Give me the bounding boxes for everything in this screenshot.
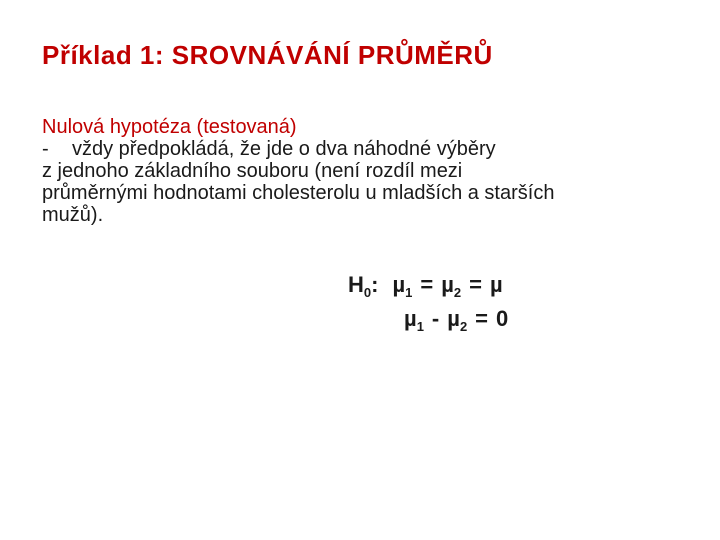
minus-sign: - [431, 306, 440, 331]
equals-sign: = [475, 306, 489, 331]
text-line-2: z jednoho základního souboru (není rozdíl mezi [42, 160, 463, 182]
equals-sign-1: = [420, 272, 434, 297]
slide-title: Příklad 1: SROVNÁVÁNÍ PRŮMĚRŮ [42, 40, 493, 70]
null-hypothesis-heading: Nulová hypotéza (testovaná) [42, 116, 297, 138]
mu-2-symbol: µ [447, 306, 460, 331]
text-line-1: vždy předpokládá, že jde o dva náhodné výběry [72, 138, 496, 160]
h-symbol: H [348, 272, 364, 297]
formula-colon: : [371, 272, 379, 297]
mu-2-subscript: 2 [453, 285, 462, 300]
bullet-dash: - [42, 138, 49, 160]
bullet-line [42, 138, 682, 160]
difference-formula [404, 306, 508, 332]
equals-sign-2: = [469, 272, 483, 297]
mu-2-symbol: µ [441, 272, 454, 297]
body-text [42, 116, 682, 226]
mu-1-symbol: µ [404, 306, 417, 331]
text-line-4: mužů). [42, 204, 104, 226]
zero-value: 0 [496, 306, 509, 331]
h-subscript: 0 [363, 285, 372, 300]
mu-symbol: µ [490, 272, 503, 297]
mu-2-subscript: 2 [459, 319, 468, 334]
hypothesis-formula [348, 272, 503, 298]
mu-1-subscript: 1 [405, 285, 413, 300]
mu-1-symbol: µ [392, 272, 406, 297]
text-line-3: průměrnými hodnotami cholesterolu u mladších a starších [42, 182, 555, 204]
mu-1-subscript: 1 [416, 319, 424, 334]
